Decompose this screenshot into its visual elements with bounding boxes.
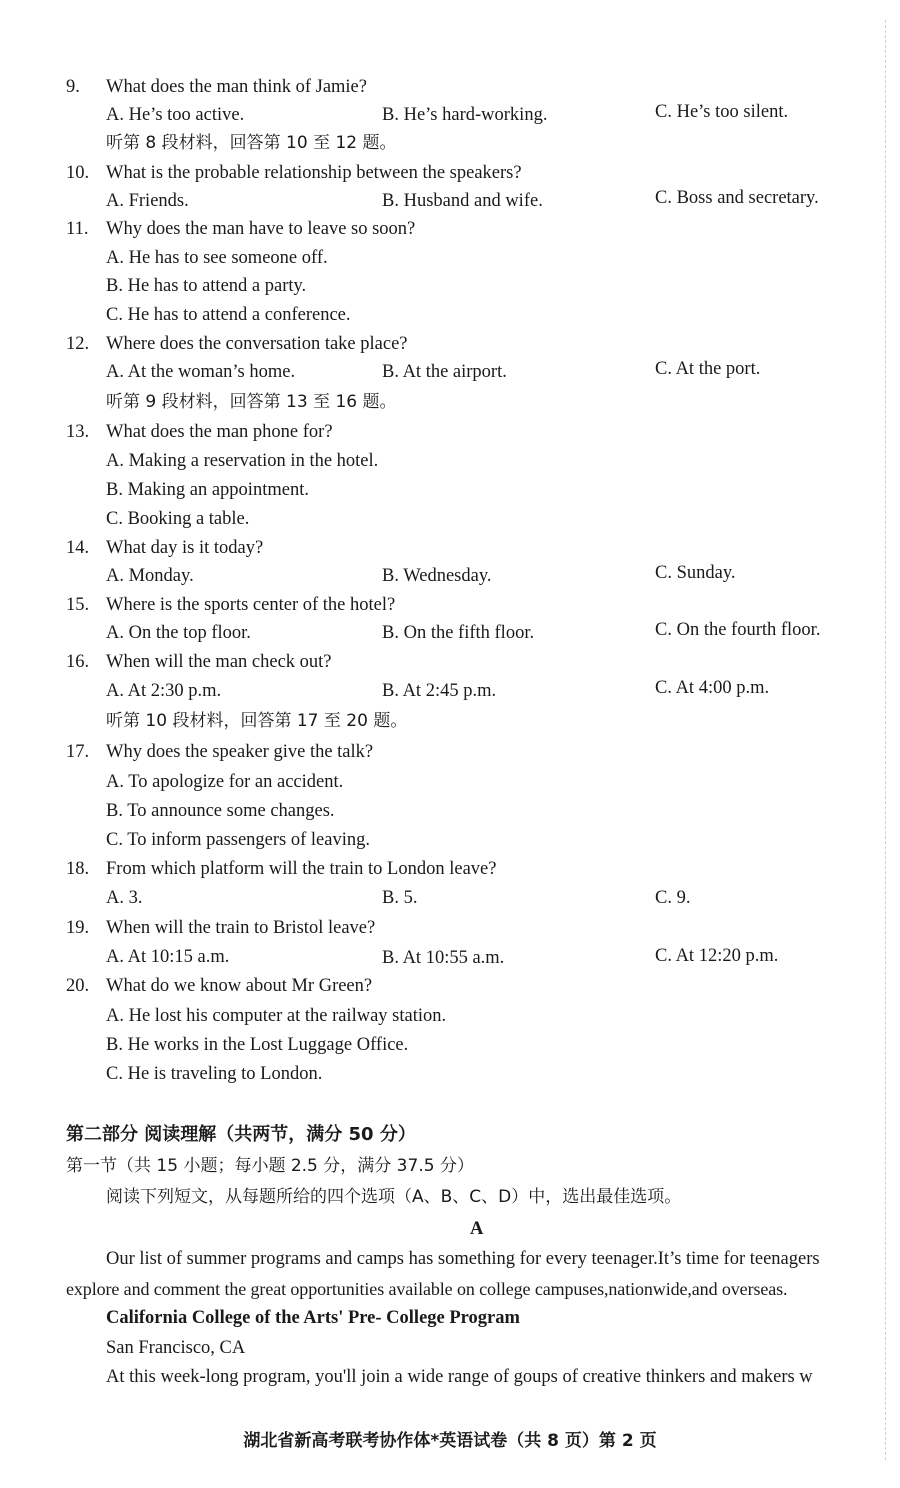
question-number: 20. [66,976,90,996]
question-text: When will the train to Bristol leave? [106,918,376,938]
question-number: 19. [66,918,90,938]
question-number: 16. [66,652,90,672]
option-b: B. At 10:55 a.m. [382,948,505,968]
program-title: California College of the Arts' Pre- College Program [106,1308,520,1328]
question-number: 12. [66,334,90,354]
option-c: C. Boss and secretary. [655,188,819,208]
question-text: From which platform will the train to London leave? [106,859,497,879]
question-text: Why does the man have to leave so soon? [106,219,416,239]
section-note: 听第 8 段材料，回答第 10 至 12 题。 [106,133,397,153]
option-c: C. 9. [655,888,691,908]
option-a: A. He has to see someone off. [106,248,328,268]
question-text: Where is the sports center of the hotel? [106,595,396,615]
question-number: 13. [66,422,90,442]
paragraph-line: explore and comment the great opportunities available on college campuses,nationwide,and overseas. [66,1279,788,1299]
option-c: C. At 12:20 p.m. [655,946,779,966]
section-note: 听第 10 段材料，回答第 17 至 20 题。 [106,711,408,731]
option-a: A. At 10:15 a.m. [106,947,230,967]
option-c: C. Booking a table. [106,509,250,529]
option-c: C. At 4:00 p.m. [655,678,770,698]
question-text: What day is it today? [106,538,264,558]
question-text: What is the probable relationship between the speakers? [106,163,522,183]
question-text: Where does the conversation take place? [106,334,408,354]
option-b: B. He’s hard-working. [382,105,548,125]
option-c: C. To inform passengers of leaving. [106,830,370,850]
program-location: San Francisco, CA [106,1338,246,1358]
question-number: 15. [66,595,90,615]
question-text: What does the man think of Jamie? [106,77,367,97]
option-b: B. Husband and wife. [382,191,543,211]
option-c: C. He has to attend a conference. [106,305,351,325]
option-b: B. He works in the Lost Luggage Office. [106,1035,409,1055]
section-heading: 第一节（共 15 小题；每小题 2.5 分，满分 37.5 分） [66,1156,474,1176]
option-a: A. He’s too active. [106,105,245,125]
question-number: 10. [66,163,90,183]
section-note: 听第 9 段材料，回答第 13 至 16 题。 [106,392,397,412]
program-description: At this week-long program, you'll join a wide range of goups of creative thinkers and makers w [106,1367,813,1387]
paragraph-line: Our list of summer programs and camps has something for every teenager.It’s time for teenagers [106,1249,820,1269]
part-heading: 第二部分 阅读理解（共两节，满分 50 分） [66,1124,416,1145]
option-b: B. At the airport. [382,362,507,382]
option-c: C. Sunday. [655,563,736,583]
option-b: B. On the fifth floor. [382,623,535,643]
instruction-text: 阅读下列短文，从每题所给的四个选项（A、B、C、D）中，选出最佳选项。 [106,1187,682,1207]
question-number: 14. [66,538,90,558]
passage-label: A [470,1219,484,1239]
option-c: C. At the port. [655,359,761,379]
option-a: A. To apologize for an accident. [106,772,344,792]
option-a: A. He lost his computer at the railway station. [106,1006,447,1026]
question-text: When will the man check out? [106,652,332,672]
option-a: A. Making a reservation in the hotel. [106,451,379,471]
option-b: B. Wednesday. [382,566,492,586]
question-number: 17. [66,742,90,762]
question-number: 11. [66,219,89,239]
option-b: B. 5. [382,888,418,908]
question-text: What do we know about Mr Green? [106,976,373,996]
question-number: 9. [66,77,80,97]
option-b: B. He has to attend a party. [106,276,307,296]
option-c: C. On the fourth floor. [655,620,821,640]
option-a: A. At the woman’s home. [106,362,296,382]
option-b: B. Making an appointment. [106,480,309,500]
option-b: B. At 2:45 p.m. [382,681,497,701]
option-c: C. He’s too silent. [655,102,789,122]
page-footer: 湖北省新高考联考协作体*英语试卷（共 8 页）第 2 页 [243,1431,657,1451]
option-a: A. On the top floor. [106,623,251,643]
question-number: 18. [66,859,90,879]
question-text: Why does the speaker give the talk? [106,742,374,762]
option-c: C. He is traveling to London. [106,1064,323,1084]
option-a: A. At 2:30 p.m. [106,681,222,701]
option-a: A. Monday. [106,566,194,586]
scan-edge [885,20,892,1460]
question-text: What does the man phone for? [106,422,333,442]
option-a: A. Friends. [106,191,189,211]
option-a: A. 3. [106,888,143,908]
option-b: B. To announce some changes. [106,801,335,821]
